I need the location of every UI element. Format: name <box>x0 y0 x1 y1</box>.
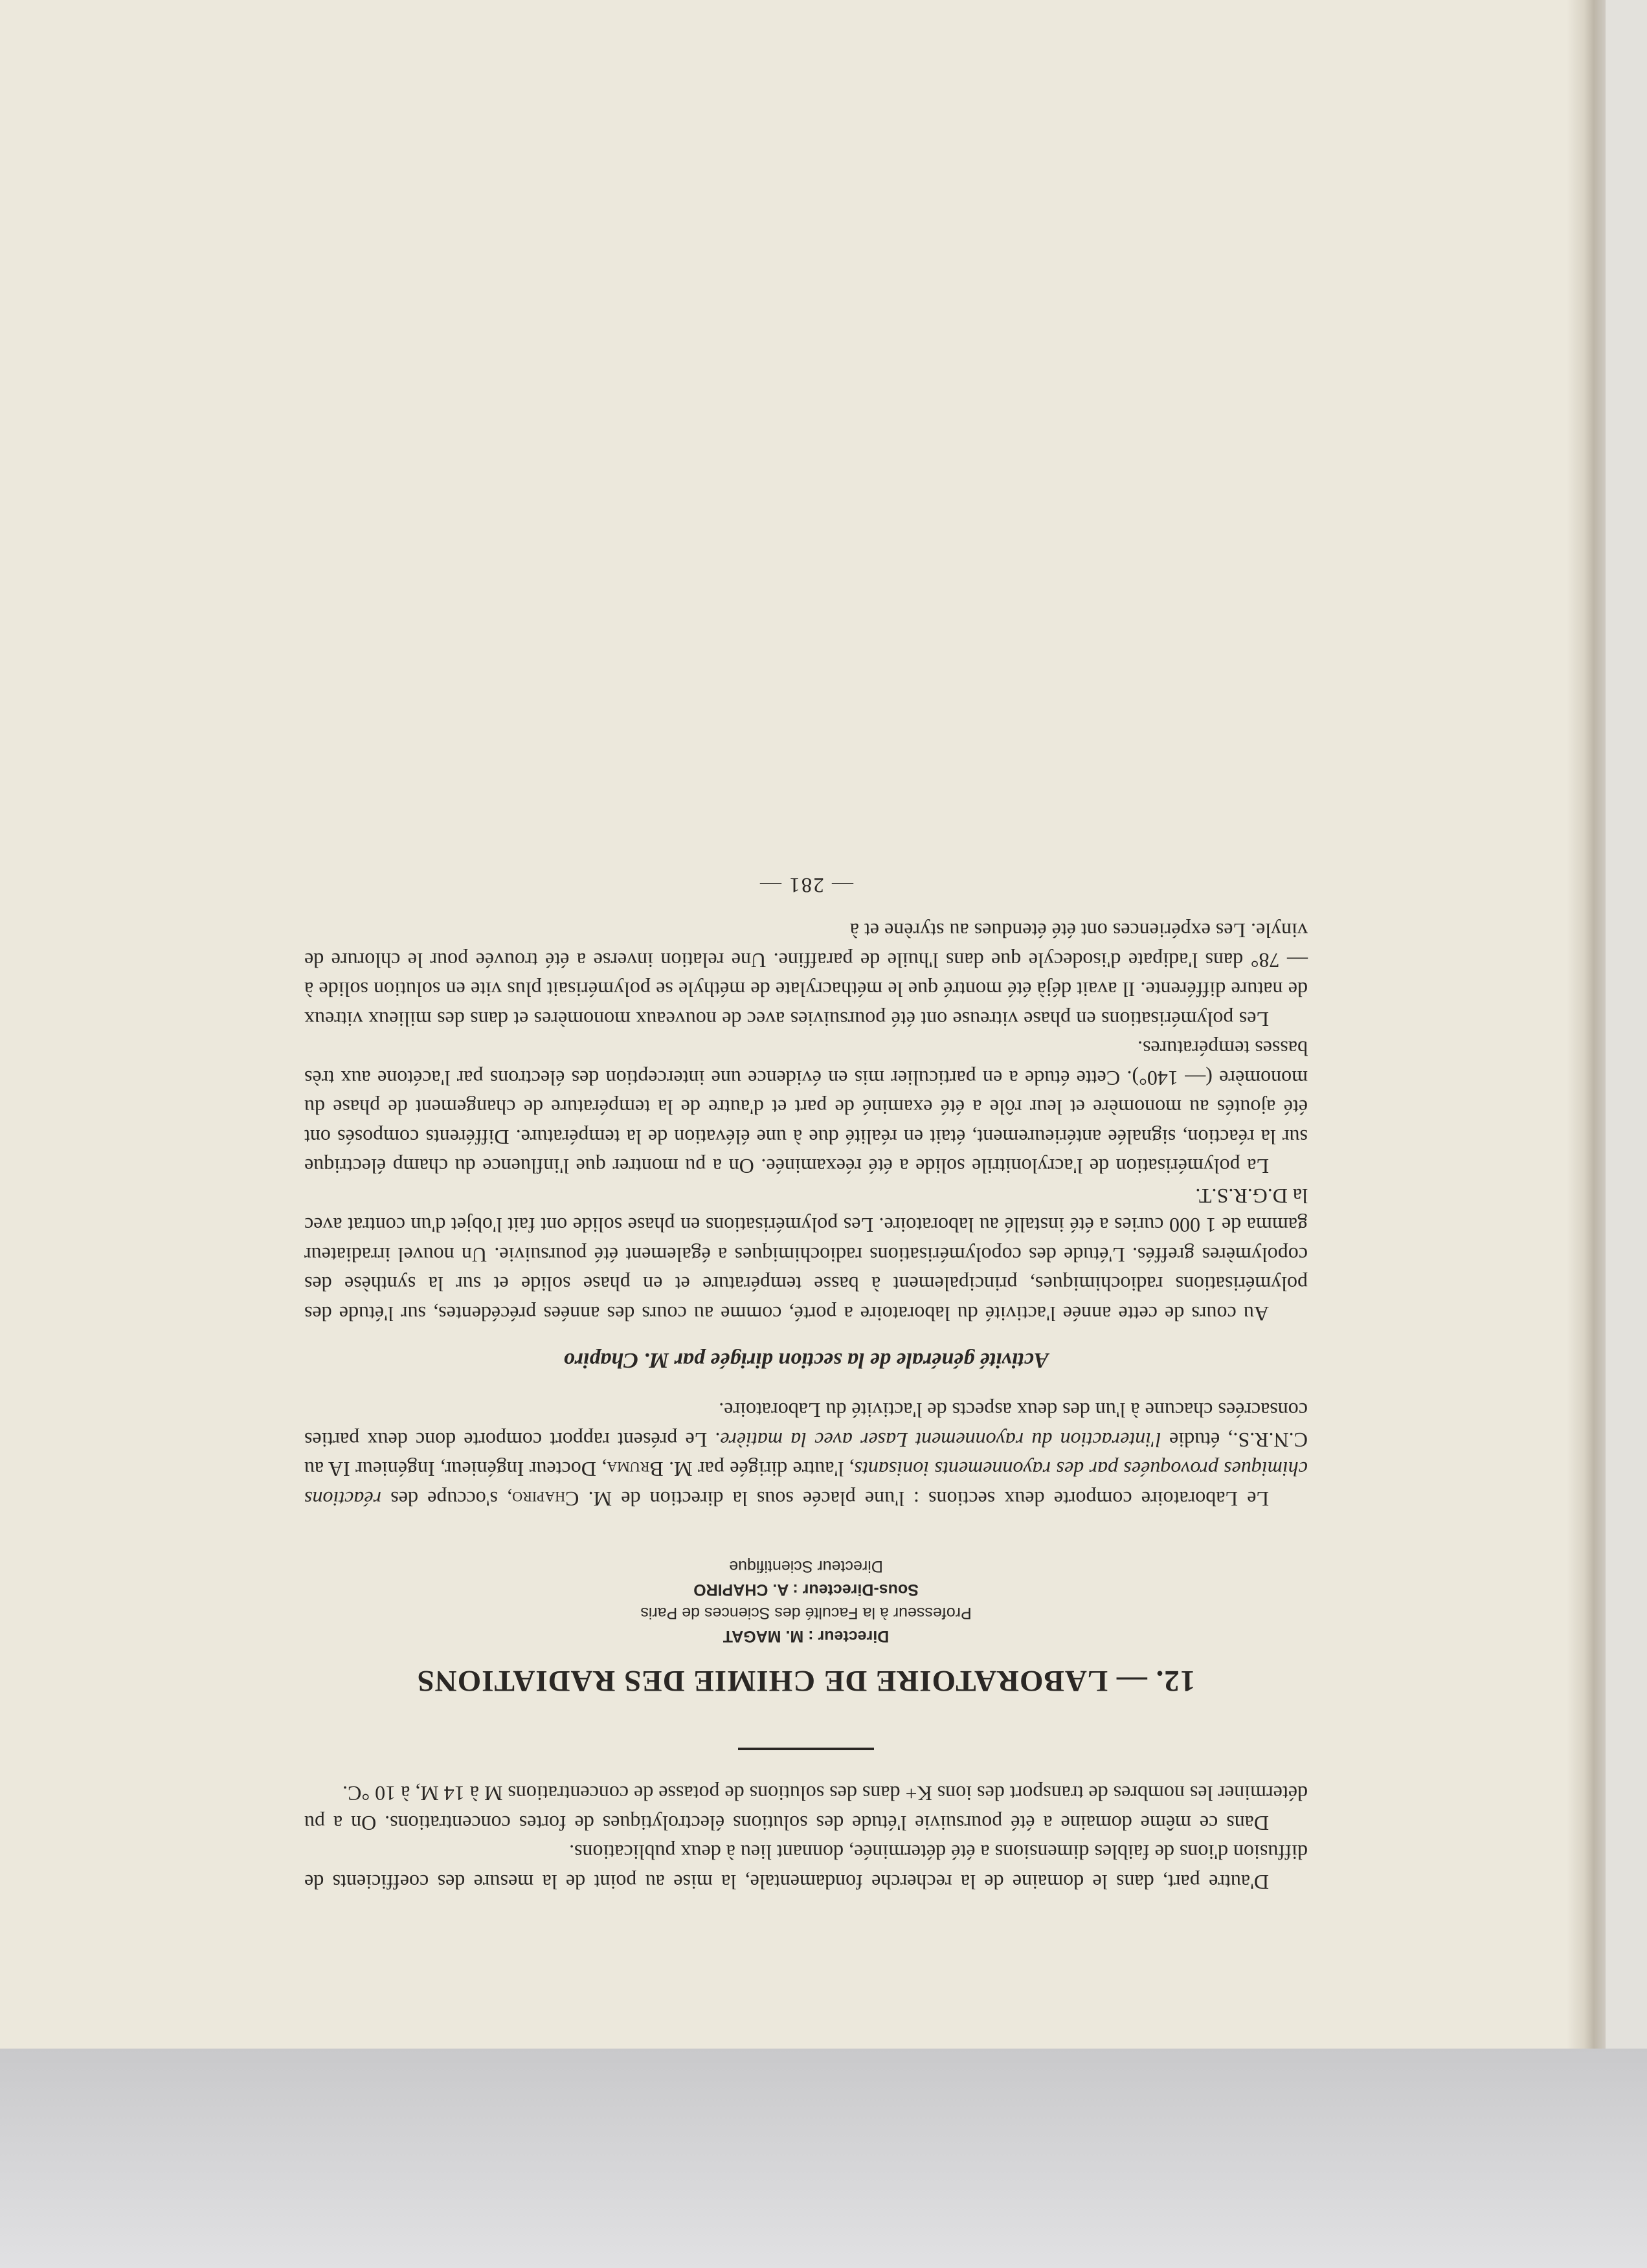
section-heading: Activité générale de la section dirigée par M. Chapiro <box>563 1348 1049 1372</box>
scan-margin-right <box>1606 0 1647 2051</box>
section-divider <box>738 1748 874 1750</box>
page-content-upside-down <box>304 220 1308 1896</box>
intro-paragraph-1: D'autre part, dans le domaine de la recherche fondamentale, la mise au point de la mesure des coefficients de diffusion d'ions de faibles dimensions a été déterminée, donnant lieu à deux publications. <box>304 1841 1308 1894</box>
overview-text-e: . Le présent rapport comporte donc deux parties consacrées chacune à l'un des deux aspects de l'activité du Laboratoire. <box>304 1399 1308 1452</box>
subdirector-line: Sous-Directeur : A. CHAPIRO <box>693 1581 919 1599</box>
intro-paragraph-2: Dans ce même domaine a été poursuivie l'étude des solutions électrolytiques de fortes concentrations. On a pu déterminer les nombres de transport des ions K+ dans des solutions de potasse de concentrations M à 14 M, à 10 °C. <box>304 1782 1308 1835</box>
lab-title: 12. — LABORATOIRE DE CHIMIE DES RADIATIONS <box>416 1664 1196 1698</box>
section-paragraph-1: Au cours de cette année l'activité du laboratoire a porté, comme au cours des années précédentes, sur l'étude des polymérisations radiochimiques, principalement à basse température et en phase solide et sur la synthèse des copolymères greffés. L'étude des copolymérisations radiochimiques a également été poursuivie. Un nouvel irradiateur gamma de 1 000 curies a été installé au laboratoire. Les polymérisations en phase solide ont fait l'objet d'un contrat avec la D.G.R.S.T. <box>304 1184 1308 1326</box>
overview-text-d: , Docteur Ingénieur, Ingénieur IA au C.N.R.S., étudie <box>304 1429 1308 1482</box>
overview-text-c: , l'autre dirigée par M. <box>663 1458 855 1482</box>
overview-name-chapiro: Chapiro <box>512 1487 579 1511</box>
overview-name-bruma: Bruma <box>607 1458 664 1482</box>
staff-block <box>304 1555 1308 1648</box>
director-line: Directeur : M. MAGAT <box>723 1627 890 1645</box>
overview-italic-2: l'interaction du rayonnement Laser avec la matière <box>720 1429 1161 1452</box>
overview-text-a: Le Laboratoire comporte deux sections : l'une placée sous la direction de M. <box>579 1487 1269 1511</box>
section-paragraph-2: La polymérisation de l'acrylonitrile solide a été réexaminée. On a pu montrer que l'influence du champ électrique sur la réaction, signalée antérieurement, était en réalité due à une élévation de la température. Différents composés ont été ajoutés au monomère et leur rôle a été examiné de part et d'autre de la température de changement de phase du monomère (— 140°). Cette étude a en particulier mis en évidence une interception des électrons par l'acétone aux très basses températures. <box>304 1037 1308 1179</box>
subdirector-title: Directeur Scientifique <box>729 1557 883 1575</box>
scanner-bed <box>0 2049 1647 2268</box>
page-number: — 281 — <box>759 873 853 896</box>
paper-edge-shadow <box>1567 0 1606 2051</box>
overview-italic-1: réactions chimiques provoquées par des rayonnements ionisants <box>304 1458 1308 1511</box>
section-paragraph-3: Les polymérisations en phase vitreuse ont été poursuivies avec de nouveaux monomères et dans des milieux vitreux de nature différente. Il avait déjà été montré que le méthacrylate de méthyle se polymérisait plus vite en solution solide à — 78° dans l'adipate d'isodecyle que dans l'huile de paraffine. Une relation inverse a été trouvée pour le chlorure de vinyle. Les expériences ont été étendues au styrène et à <box>304 919 1308 1031</box>
overview-text-b: , s'occupe des <box>381 1487 513 1511</box>
director-title: Professeur à la Faculté des Sciences de Paris <box>640 1604 972 1622</box>
overview-paragraph <box>304 1395 1308 1513</box>
